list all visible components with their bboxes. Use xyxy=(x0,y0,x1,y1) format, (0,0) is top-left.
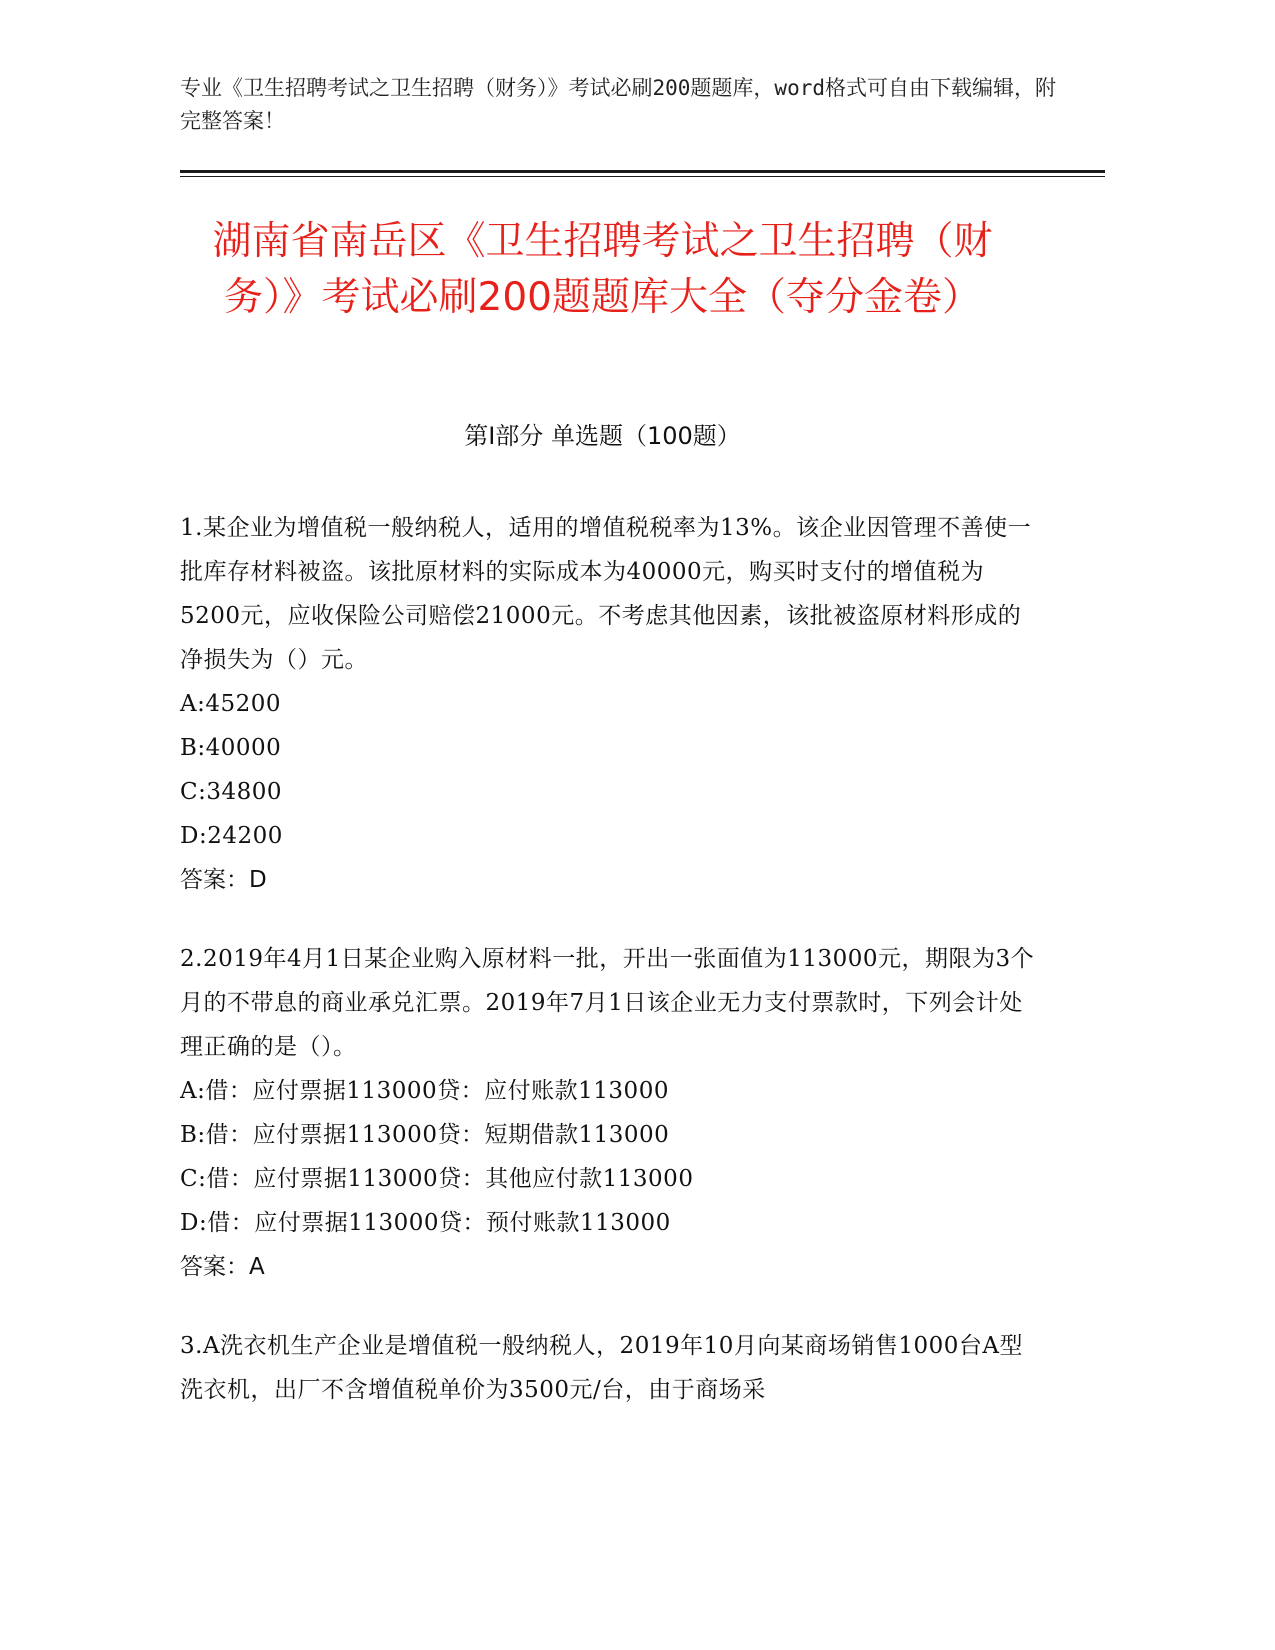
option-c: C:34800 xyxy=(180,779,283,805)
section-heading: 第I部分 单选题（100题） xyxy=(464,422,741,450)
header-note: 专业《卫生招聘考试之卫生招聘（财务）》考试必刷200题题库，word格式可自由下载编辑，附完整答案！ xyxy=(180,76,1056,133)
question-text: 2.2019年4月1日某企业购入原材料一批，开出一张面值为113000元，期限为3个月的不带息的商业承兑汇票。2019年7月1日该企业无力支付票款时，下列会计处理正确的是（）。 xyxy=(180,946,1035,1060)
answer-line: 答案：D xyxy=(180,867,267,893)
question-3 xyxy=(180,1324,1040,1412)
question-text: 1.某企业为增值税一般纳税人，适用的增值税税率为13%。该企业因管理不善使一批库存材料被盗。该批原材料的实际成本为40000元，购买时支付的增值税为5200元，应收保险公司赔偿21000元。不考虑其他因素，该批被盗原材料形成的净损失为（）元。 xyxy=(180,515,1032,673)
option-b: B:借：应付票据113000贷：短期借款113000 xyxy=(180,1122,670,1148)
option-d: D:借：应付票据113000贷：预付账款113000 xyxy=(180,1210,671,1236)
option-a: A:45200 xyxy=(180,691,282,717)
answer-line: 答案：A xyxy=(180,1254,265,1280)
question-2 xyxy=(180,937,1040,1289)
document-title: 湖南省南岳区《卫生招聘考试之卫生招聘（财务）》考试必刷200题题库大全（夺分金卷） xyxy=(212,219,993,320)
header-divider-thick xyxy=(180,170,1105,173)
option-b: B:40000 xyxy=(180,735,282,761)
question-list xyxy=(180,506,1040,1447)
header-divider-thin xyxy=(180,176,1105,177)
option-c: C:借：应付票据113000贷：其他应付款113000 xyxy=(180,1166,694,1192)
option-d: D:24200 xyxy=(180,823,283,849)
option-a: A:借：应付票据113000贷：应付账款113000 xyxy=(180,1078,669,1104)
question-1 xyxy=(180,506,1040,902)
question-text: 3.A洗衣机生产企业是增值税一般纳税人，2019年10月向某商场销售1000台A型洗衣机，出厂不含增值税单价为3500元/台，由于商场采 xyxy=(180,1333,1023,1403)
